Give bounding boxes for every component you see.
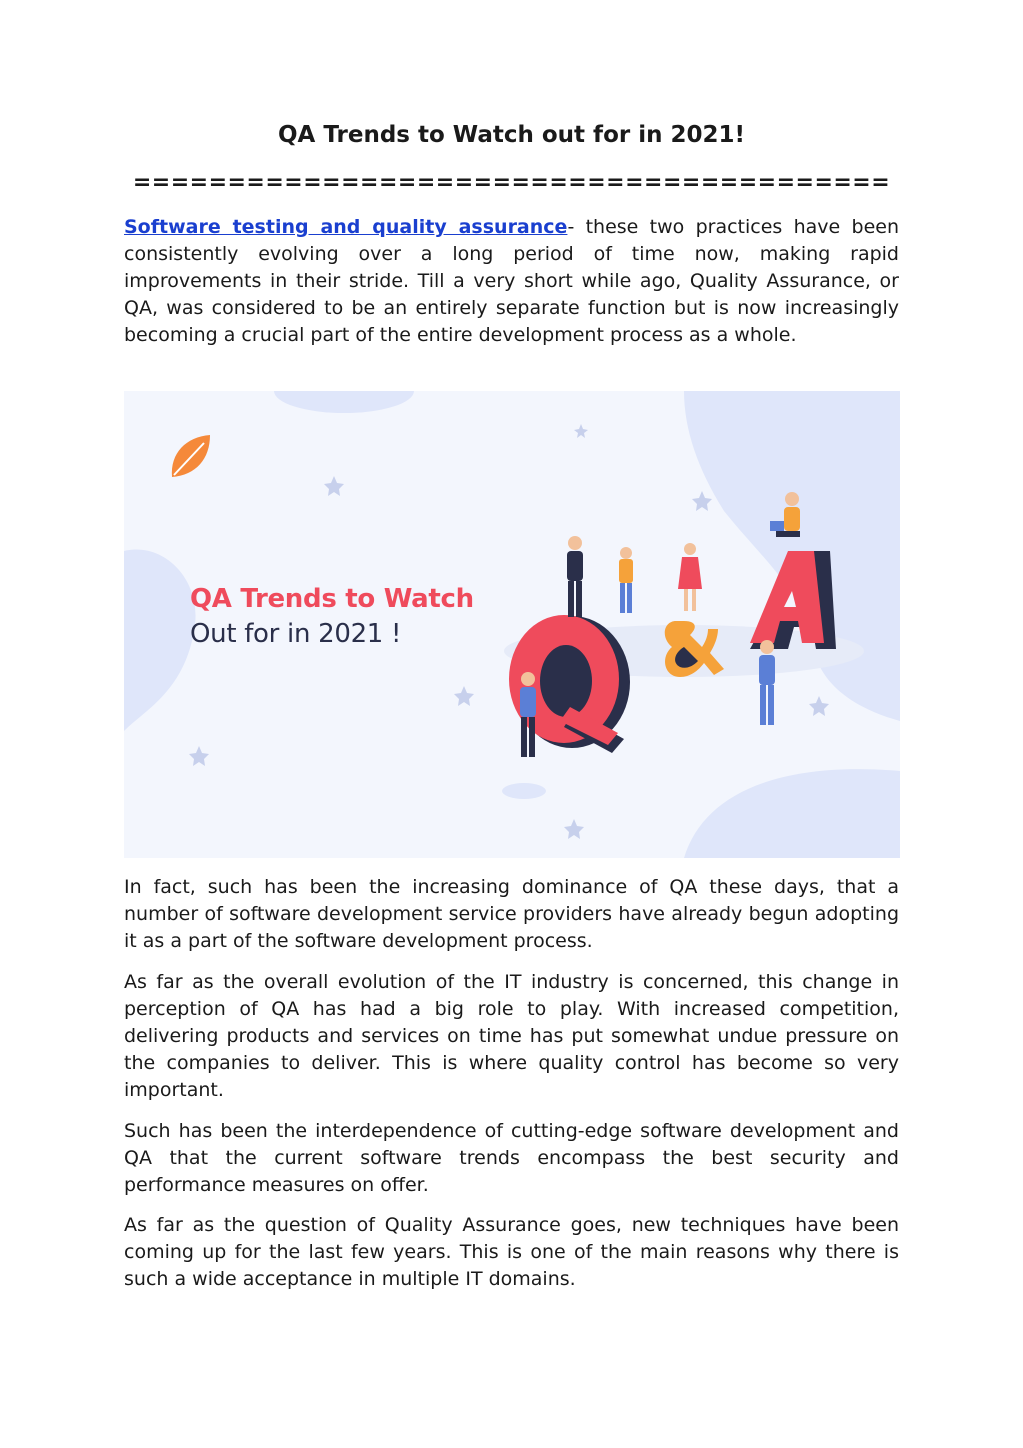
- paragraph-3: Such has been the interdependence of cutting-edge software development and QA that the current software trends encompass the best security and performance measures on offer.: [124, 1120, 899, 1196]
- title-divider: ========================================: [132, 170, 891, 195]
- blob-bottom-right: [684, 769, 900, 858]
- blob-top: [274, 391, 414, 413]
- hero-image: [124, 391, 900, 858]
- intro-text: - these two practices have been consistently evolving over a long period of time now, making rapid improvements in their stride. Till a very short while ago, Quality Assurance, or QA, was considered to be an entirely separate function but is now increasingly becoming a crucial part of the entire development process as a whole.: [124, 216, 899, 346]
- blob-left: [124, 549, 196, 731]
- hero-title: QA Trends to Watch: [190, 584, 474, 614]
- paragraph-1: In fact, such has been the increasing dominance of QA these days, that a number of software development service providers have already begun adopting it as a part of the software development process.: [124, 876, 899, 952]
- hero-subtitle: Out for in 2021 !: [190, 619, 402, 649]
- leaf-logo-icon: [172, 435, 210, 477]
- software-testing-link[interactable]: Software testing and quality assurance: [124, 216, 568, 238]
- paragraph-2: As far as the overall evolution of the IT industry is concerned, this change in perception of QA has had a big role to play. With increased competition, delivering products and services on time has put somewhat undue pressure on the companies to deliver. This is where quality control has become so very important.: [124, 971, 899, 1101]
- blob-small: [502, 783, 546, 799]
- paragraph-4: As far as the question of Quality Assurance goes, new techniques have been coming up for the last few years. This is one of the main reasons why there is such a wide acceptance in multiple IT domains.: [124, 1214, 899, 1290]
- page-title: QA Trends to Watch out for in 2021!: [278, 122, 745, 148]
- intro-paragraph: [124, 214, 899, 349]
